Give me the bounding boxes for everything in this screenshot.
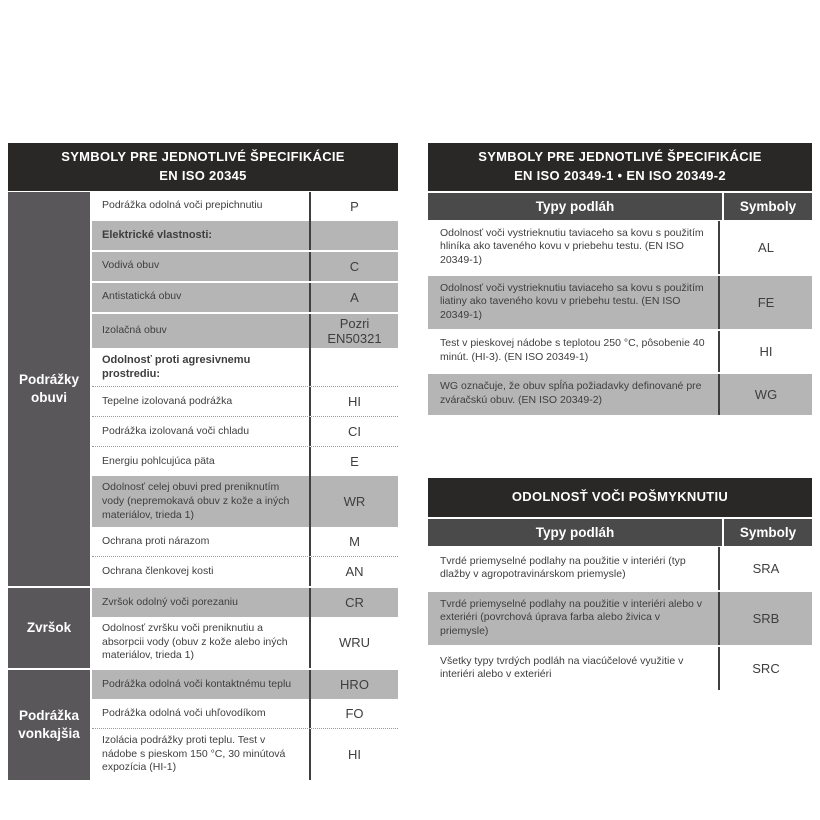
table-row [428,547,812,590]
table-title-line2: EN ISO 20345 [159,167,247,183]
row-symbol: SRB [718,592,812,645]
table-row [428,372,812,415]
table-row [92,556,398,586]
column-header-symbols: Symboly [722,193,812,220]
row-symbol: AN [309,557,398,586]
table-row [428,274,812,329]
en-iso-20345-table-body [8,192,398,780]
row-symbol: P [309,192,398,221]
category-label: Podrážky obuvi [8,192,90,587]
row-description: Vodivá obuv [102,259,160,272]
table-row [92,670,398,699]
column-header-floor-types: Typy podláh [535,524,615,540]
row-symbol [309,348,398,387]
column-header-floor-types: Typy podláh [535,198,615,214]
table-row [92,386,398,416]
row-symbol: C [309,252,398,281]
row-symbol: HI [309,729,398,780]
row-symbol: FE [718,276,812,329]
table-row [92,192,398,221]
slip-resistance-table-header [428,478,812,517]
row-symbol: CR [309,588,398,617]
row-description: Tvrdé priemyselné podlahy na použitie v interiéri alebo v exteriéri (povrchová úprava farba alebo živica v priemysle) [440,597,703,638]
category-rows [92,192,398,587]
row-description: Izolačná obuv [102,323,167,336]
row-description: Podrážka odolná voči uhľovodíkom [102,706,266,719]
row-description: Ochrana členkovej kosti [102,564,214,577]
column-header-row [428,519,812,546]
row-description: Odolnosť proti agresivnemu prostrediu: [102,353,251,380]
row-description: Tepelne izolovaná podrážka [102,394,233,407]
row-description: WG označuje, že obuv spĺňa požiadavky definované pre zváračskú obuv. (EN ISO 20349-2) [440,380,702,407]
table-row [92,312,398,348]
row-symbol: SRA [718,547,812,590]
row-description: Odolnosť zvršku voči preniknutiu a absorpcii vody (obuv z kože alebo iných materiálov, trieda 1) [102,622,288,662]
en-iso-20345-table [8,143,398,780]
row-symbol: E [309,447,398,476]
table-row [428,221,812,274]
row-symbol: CI [309,417,398,446]
table-row [92,476,398,527]
row-description: Ochrana proti nárazom [102,534,210,547]
en-iso-20345-table-header [8,143,398,191]
row-description: Podrážka odolná voči prepichnutiu [102,199,263,212]
row-symbol: FO [309,699,398,728]
table-row [92,699,398,728]
row-symbol: WR [309,476,398,527]
category-rows [92,588,398,668]
slip-resistance-table [428,478,812,690]
row-symbol: Pozri EN50321 [309,314,398,348]
row-symbol: WG [718,374,812,415]
row-description: Všetky typy tvrdých podláh na viacúčelové využitie v interiéri alebo v exteriéri [440,654,684,681]
row-description: Tvrdé priemyselné podlahy na použitie v interiéri (typ dlažby v agropotravinárskom priemysle) [440,554,686,581]
table-row [92,617,398,668]
table-row [92,281,398,312]
column-header-row [428,193,812,220]
row-symbol [309,221,398,250]
table-row [92,221,398,250]
row-symbol: M [309,527,398,556]
row-description: Odolnosť voči vystrieknutiu taviaceho sa kovu s použitím hliníka ako taveného kovu v priebehu testu. (EN ISO 20349-1) [440,226,704,266]
row-description: Odolnosť voči vystrieknutiu taviaceho sa kovu s použitím liatiny ako taveného kovu v priebehu testu. (EN ISO 20349-1) [440,281,704,321]
row-description: Podrážka odolná voči kontaktnému teplu [102,677,292,690]
row-description: Energiu pohlcujúca päta [102,454,215,467]
table-row [92,250,398,281]
row-symbol: HI [309,387,398,416]
table-row [92,348,398,387]
row-description: Izolácia podrážky proti teplu. Test v nádobe s pieskom 150 °C, 30 minútová expozícia (HI-1) [102,734,286,774]
row-description: Test v pieskovej nádobe s teplotou 250 °C, pôsobenie 40 minút. (HI-3). (EN ISO 20349-1) [440,337,705,364]
table-title: ODOLNOSŤ VOČI POŠMYKNUTIU [511,489,729,504]
row-description: Zvršok odolný voči porezaniu [102,595,238,608]
table-row [428,329,812,372]
row-symbol: HRO [309,670,398,699]
category-group [8,670,398,780]
category-group [8,192,398,587]
row-symbol: A [309,283,398,312]
table-row [92,728,398,780]
row-symbol: AL [718,221,812,274]
table-row [92,416,398,446]
table-row [92,588,398,617]
slip-resistance-table-body [428,547,812,690]
table-title-line2: EN ISO 20349-1 • EN ISO 20349-2 [514,167,726,183]
row-description: Elektrické vlastnosti: [102,229,213,242]
table-title-line1: SYMBOLY PRE JEDNOTLIVÉ ŠPECIFIKÁCIE [478,149,762,164]
table-row [428,590,812,645]
column-header-symbols: Symboly [722,519,812,546]
category-rows [92,670,398,780]
row-description: Podrážka izolovaná voči chladu [102,424,250,437]
table-row [92,527,398,556]
row-symbol: WRU [309,617,398,668]
category-label: Zvršok [8,588,90,668]
row-description: Antistatická obuv [102,290,182,303]
en-iso-20349-table-header [428,143,812,191]
en-iso-20349-table-body [428,221,812,415]
category-label: Podrážka vonkajšia [8,670,90,780]
row-symbol: HI [718,331,812,372]
table-title-line1: SYMBOLY PRE JEDNOTLIVÉ ŠPECIFIKÁCIE [61,149,345,164]
category-group [8,588,398,668]
row-description: Odolnosť celej obuvi pred preniknutím vody (nepremokavá obuv z kože a iných materiálov, trieda 1) [102,481,290,521]
row-symbol: SRC [718,647,812,690]
en-iso-20349-table [428,143,812,415]
table-row [428,645,812,690]
table-row [92,446,398,476]
